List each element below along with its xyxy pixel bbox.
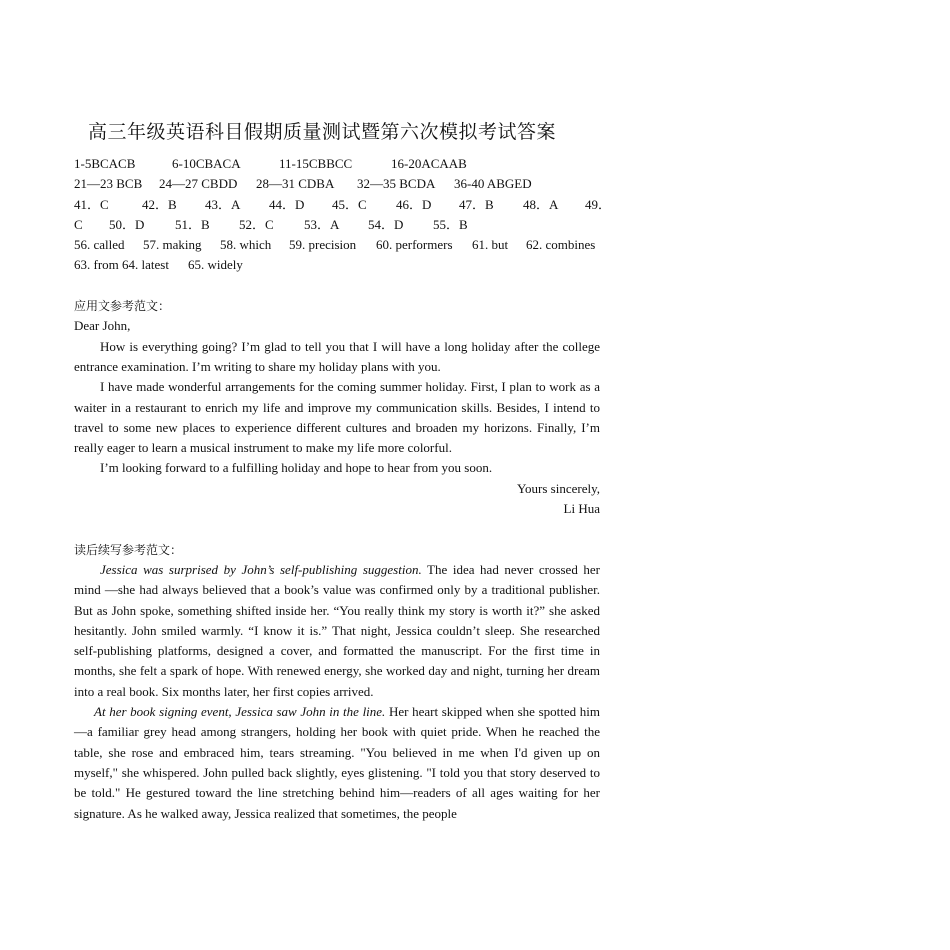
answer-item: 61. but <box>472 237 509 253</box>
answer-group: 28—31 CDBA <box>256 176 335 192</box>
answer-item: 49． <box>585 196 612 212</box>
answer-item: 65. widely <box>188 257 243 273</box>
answer-item: 42．B <box>142 196 177 212</box>
answer-item: 47．B <box>459 196 494 212</box>
answer-row-4 <box>74 215 600 235</box>
answer-item: 54．D <box>368 216 404 232</box>
letter-salutation: Dear John, <box>74 318 131 334</box>
answer-item: C <box>74 216 83 232</box>
letter-closing: Yours sincerely, <box>516 480 600 496</box>
answer-group: 11-15CBBCC <box>279 156 353 171</box>
answer-item: 46．D <box>396 196 432 212</box>
letter-signature: Li Hua <box>563 501 600 517</box>
answer-item: 60. performers <box>376 237 453 253</box>
answer-item: 48．A <box>523 196 559 212</box>
letter-paragraph: I have made wonderful arrangements for the coming summer holiday. First, I plan to work as a waiter in a restaurant to enrich my life and improve my communication skills. Besides, I intend to travel to some new places to experience different cultures and broaden my horizons. Finally, I’m really eager to learn a musical instrument to make my life more colorful. <box>74 379 600 456</box>
paragraph-body: Her heart skipped when she spotted him —a familiar grey head among strangers, holding her book with quiet pride. When he reached the table, she rose and embraced him, tears streaming. "You believed in me when I'd given up on myself," she whispered. John pulled back slightly, eyes glistening. "I told you that story deserved to be told." He gestured toward the line stretching behind him—readers of all ages waiting for her signature. As he walked away, Jessica realized that sometimes, the people <box>74 704 600 821</box>
letter-heading: 应用文参考范文： <box>74 299 171 314</box>
paragraph-lead-sentence: Jessica was surprised by John’s self-publishing suggestion. <box>100 561 422 577</box>
answer-item: 58. which <box>220 237 272 253</box>
answer-item: 53．A <box>304 216 340 232</box>
letter-paragraph: I’m looking forward to a fulfilling holiday and hope to hear from you soon. <box>100 460 493 476</box>
continuation-heading: 读后续写参考范文： <box>74 542 183 557</box>
answer-group: 1-5BCACB <box>74 156 136 171</box>
continuation-paragraph <box>74 560 600 702</box>
answer-group: 36-40 ABGED <box>454 176 532 192</box>
answer-document <box>74 118 612 824</box>
answer-item: 51．B <box>175 216 210 232</box>
answer-item: 44．D <box>269 196 305 212</box>
letter-paragraph: How is everything going? I’m glad to tell you that I will have a long holiday after the college entrance examination. I’m writing to share my holiday plans with you. <box>74 338 600 374</box>
spacer <box>74 276 600 296</box>
answer-group: 6-10CBACA <box>172 156 241 171</box>
page-title: 高三年级英语科目假期质量测试暨第六次模拟考试答案 <box>88 121 557 143</box>
answer-item: 63. from 64. latest <box>74 257 169 273</box>
answer-item: 56. called <box>74 237 125 253</box>
answer-row-6 <box>74 255 600 275</box>
answer-item: 43．A <box>205 196 241 212</box>
answer-item: 59. precision <box>289 237 357 253</box>
answer-row-3 <box>74 195 612 215</box>
answer-group: 24—27 CBDD <box>159 176 238 192</box>
answer-group: 16-20ACAAB <box>391 156 467 171</box>
answer-item: 57. making <box>143 237 202 253</box>
answer-item: 62. combines <box>526 237 596 253</box>
continuation-paragraph <box>74 702 600 824</box>
paragraph-body: The idea had never crossed her mind —she had always believed that a book’s value was confirmed only by a traditional publisher. But as John spoke, something shifted inside her. “You really think my story is worth it?” she asked hesitantly. John smiled warmly. “I know it is.” That night, Jessica couldn’t sleep. She researched self-publishing platforms, designed a cover, and formatted the manuscript. For the first time in months, she felt a spark of hope. With renewed energy, she worked day and night, turning her dream into a real book. Six months later, her first copies arrived. <box>74 561 601 699</box>
answer-row-2 <box>74 174 600 194</box>
answer-group: 32—35 BCDA <box>357 176 436 192</box>
answer-row-1 <box>74 154 600 174</box>
answer-item: 41．C <box>74 196 109 212</box>
paragraph-lead-sentence: At her book signing event, Jessica saw John in the line. <box>94 704 386 720</box>
answer-group: 21—23 BCB <box>74 176 143 192</box>
answer-item: 50．D <box>109 216 145 232</box>
spacer <box>74 519 600 539</box>
answer-row-5 <box>74 235 600 255</box>
answer-item: 45．C <box>332 196 367 212</box>
answer-item: 55．B <box>433 216 468 232</box>
answer-item: 52．C <box>239 216 274 232</box>
